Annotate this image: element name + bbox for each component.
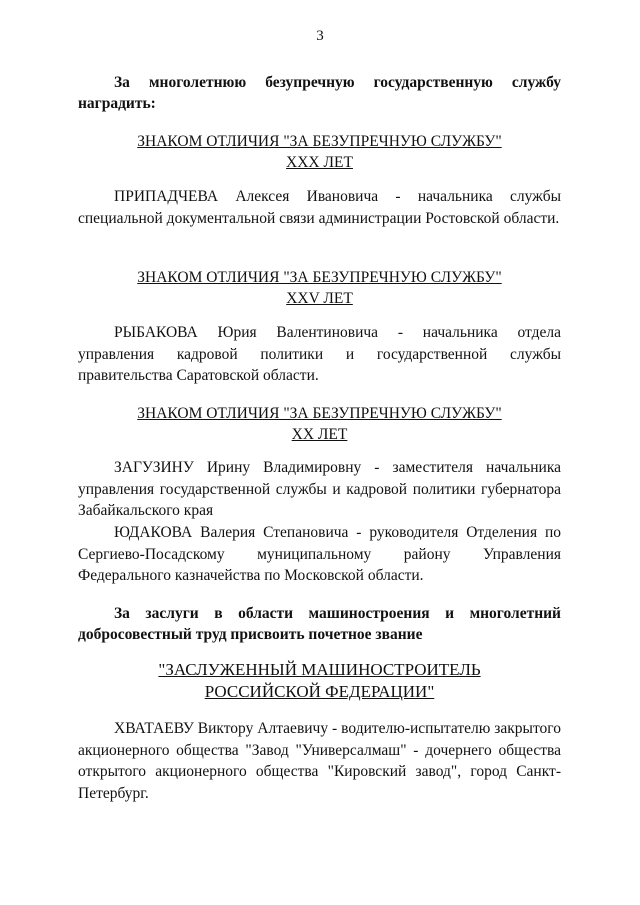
recipient-paragraph: ЗАГУЗИНУ Ирину Владимировну - заместителя начальника управления государственной службы и кадровой политики губернатора Забайкальского края (78, 459, 561, 519)
recipient-paragraph: ЮДАКОВА Валерия Степановича - руководителя Отделения по Сергиево-Посадскому муниципальному району Управления Федерального казначейства по Московской области. (78, 524, 561, 584)
page-number: 3 (316, 28, 324, 44)
award-title-30-years (78, 131, 561, 173)
honorary-title (78, 659, 561, 703)
award-title-25-years (78, 267, 561, 309)
honorary-title-line2: РОССИЙСКОЙ ФЕДЕРАЦИИ" (204, 682, 435, 701)
award-title-line1: ЗНАКОМ ОТЛИЧИЯ "ЗА БЕЗУПРЕЧНУЮ СЛУЖБУ" (137, 405, 502, 422)
recipient-paragraph: ПРИПАДЧЕВА Алексея Ивановича - начальника службы специальной документальной связи администрации Ростовской области. (78, 188, 561, 227)
award-title-line1: ЗНАКОМ ОТЛИЧИЯ "ЗА БЕЗУПРЕЧНУЮ СЛУЖБУ" (137, 269, 502, 286)
honorary-title-line1: "ЗАСЛУЖЕННЫЙ МАШИНОСТРОИТЕЛЬ (158, 660, 481, 679)
award-title-line1: ЗНАКОМ ОТЛИЧИЯ "ЗА БЕЗУПРЕЧНУЮ СЛУЖБУ" (137, 133, 502, 150)
section1-intro: За многолетнюю безупречную государственную службу наградить: (78, 74, 561, 112)
award-title-line2: XXX ЛЕТ (286, 154, 353, 171)
award-title-line2: XXV ЛЕТ (286, 290, 353, 307)
section2-intro: За заслуги в области машиностроения и многолетний добросовестный труд присвоить почетное звание (78, 605, 561, 643)
award-title-line2: XX ЛЕТ (291, 426, 348, 443)
recipient-paragraph: ХВАТАЕВУ Виктору Алтаевичу - водителю-испытателю закрытого акционерного общества "Завод "Универсалмаш" - дочернего общества открытого акционерного общества "Кировский завод", город Санкт-Петербург. (78, 720, 561, 802)
award-title-20-years (78, 403, 561, 445)
recipient-paragraph: РЫБАКОВА Юрия Валентиновича - начальника отдела управления кадровой политики и государственной службы правительства Саратовской области. (78, 324, 561, 384)
